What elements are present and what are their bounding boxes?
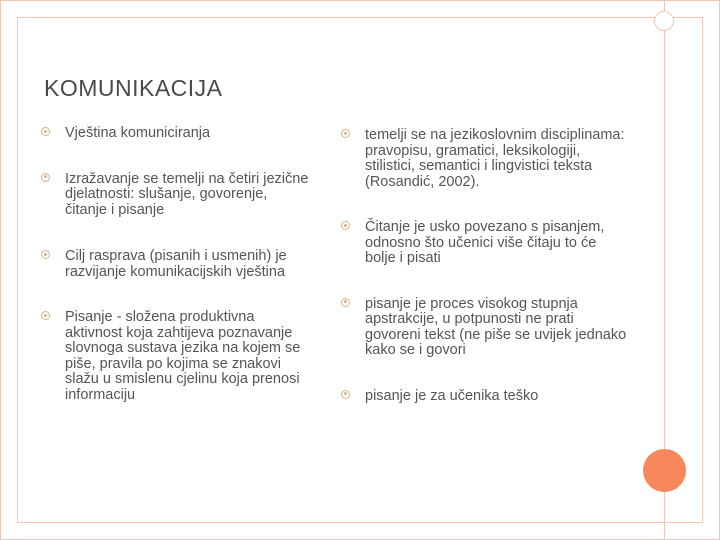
list-item-text: temelji se na jezikoslovnim disciplinama: pravopisu, gramatici, leksikologiji, stilistici, semantici i lingvistici teksta (Rosandić, 2002).: [365, 127, 625, 190]
decorative-circle-outline: [654, 11, 674, 31]
slide-title: KOMUNIKACIJA: [44, 75, 223, 101]
list-item: [40, 172, 310, 219]
bullet-ring-icon: [341, 298, 350, 307]
list-item-text: pisanje je za učenika teško: [365, 387, 539, 404]
bullet-ring-icon: [41, 173, 50, 182]
list-item: [340, 389, 630, 405]
list-item: [40, 249, 310, 280]
list-item: [340, 297, 630, 359]
bullet-ring-icon: [341, 390, 350, 399]
bullet-ring-icon: [341, 221, 350, 230]
bullet-ring-icon: [341, 129, 350, 138]
left-bullet-list: [40, 126, 310, 403]
list-item: [340, 128, 630, 190]
bullet-ring-icon: [41, 250, 50, 259]
list-item: [40, 126, 310, 142]
bullet-ring-icon: [41, 311, 50, 320]
bullet-ring-icon: [41, 127, 50, 136]
list-item-text: Vještina komuniciranja: [65, 125, 211, 141]
right-bullet-list: [340, 128, 630, 404]
list-item-text: Cilj rasprava (pisanih i usmenih) je razvijanje komunikacijskih vještina: [65, 248, 287, 280]
decorative-circle-filled: [643, 449, 686, 492]
list-item-text: pisanje je proces visokog stupnja apstrakcije, u potpunosti ne prati govoreni tekst (ne piše se uvijek jednako kako se i govori: [365, 295, 627, 358]
list-item-text: Čitanje je usko povezano s pisanjem, odnosno što učenici više čitaju to će bolje i pisati: [365, 219, 605, 266]
list-item-text: Izražavanje se temelji na četiri jezične djelatnosti: slušanje, govorenje, čitanje i pisanje: [65, 170, 309, 218]
list-item: [40, 310, 310, 403]
list-item: [340, 220, 630, 267]
list-item-text: Pisanje - složena produktivna aktivnost koja zahtijeva poznavanje slovnoga sustava jezika na kojem se piše, pravila po kojima se znakovi slažu u smislenu cjelinu koja prenosi informaciju: [65, 309, 301, 403]
